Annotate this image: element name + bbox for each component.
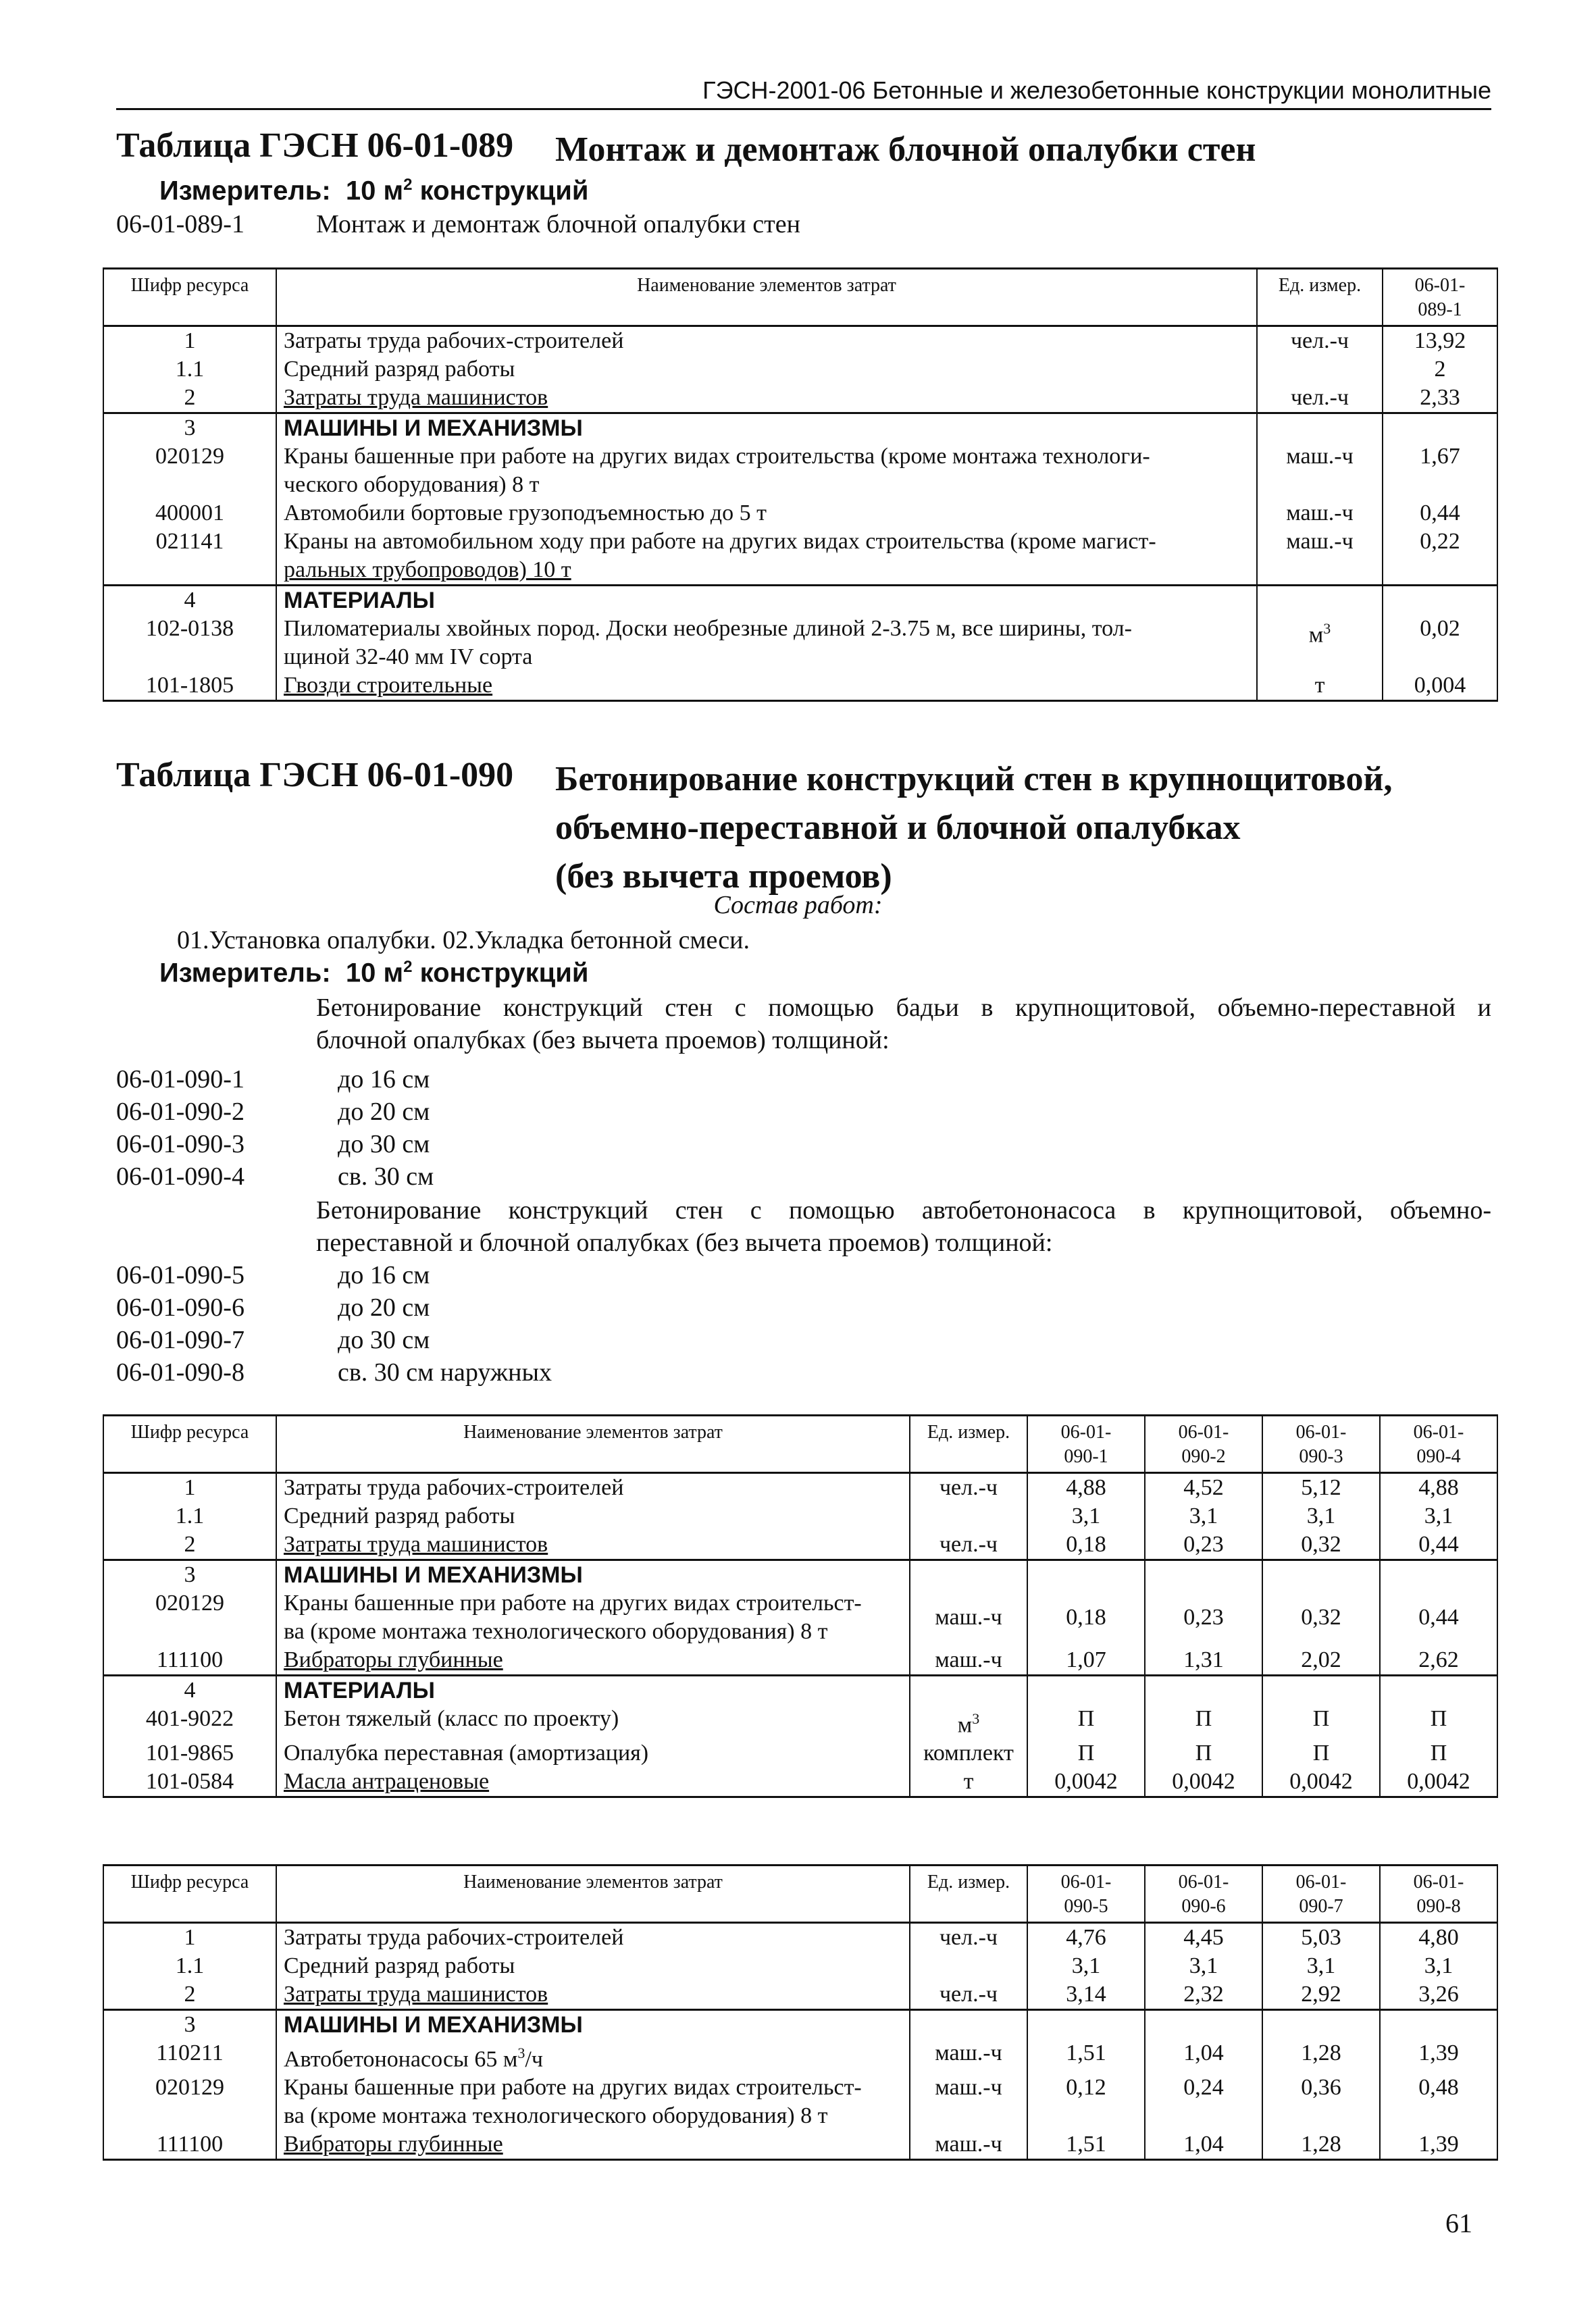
cell-value: 0,36 — [1262, 2074, 1380, 2130]
cell-unit: чел.-ч — [910, 1473, 1027, 1503]
table-row — [103, 1589, 1497, 1646]
norm-code-desc: до 20 см — [338, 1293, 430, 1322]
cell-value: 1,04 — [1145, 2039, 1262, 2074]
table-089-title: Монтаж и демонтаж блочной опалубки стен — [555, 130, 1256, 169]
cell-name — [276, 615, 1257, 671]
table-row — [103, 384, 1497, 413]
header-unit: Ед. измер. — [910, 1416, 1027, 1473]
cell-name — [276, 2039, 910, 2074]
intro2-line1: Бетонирование конструкций стен с помощью автобетононасоса в крупнощитовой, объемно- — [316, 1196, 1491, 1225]
cell-value — [1027, 1560, 1145, 1590]
table-row — [103, 442, 1497, 499]
table-row — [103, 528, 1497, 586]
cell-value: 3,14 — [1027, 1980, 1145, 2010]
cell-unit: чел.-ч — [1257, 326, 1383, 356]
cell-value: 1,28 — [1262, 2039, 1380, 2074]
table-090-number: Таблица ГЭСН 06-01-090 — [116, 756, 514, 794]
cell-value: 4,88 — [1380, 1473, 1497, 1503]
cell-unit: маш.-ч — [1257, 442, 1383, 499]
cell-name: Масла антраценовые — [276, 1768, 910, 1797]
norm-code: 06-01-090-1 — [116, 1065, 244, 1094]
norm-code-desc: св. 30 см наружных — [338, 1358, 552, 1387]
cell-value: 0,32 — [1262, 1531, 1380, 1560]
header-col-b: 090-2 — [1181, 1446, 1226, 1467]
table-row — [103, 2039, 1497, 2074]
cell-code: 021141 — [103, 528, 276, 586]
unit-text: м — [957, 1712, 973, 1738]
section-title: МАТЕРИАЛЫ — [276, 1676, 910, 1705]
cell-value: 0,44 — [1380, 1531, 1497, 1560]
cell-code: 1.1 — [103, 1502, 276, 1531]
header-col-b: 090-8 — [1416, 1896, 1461, 1917]
section-row — [103, 2010, 1497, 2040]
cell-value: П — [1262, 1705, 1380, 1739]
header-code: Шифр ресурса — [103, 269, 276, 326]
header-col-b: 090-4 — [1416, 1446, 1461, 1467]
cell-code: 2 — [103, 384, 276, 413]
cell-value: 2,62 — [1380, 1646, 1497, 1676]
cell-name-line2: ва (кроме монтажа технологического оборудования) 8 т — [284, 1619, 828, 1644]
meter-unit: конструкций — [419, 958, 589, 988]
cell-value — [1262, 2010, 1380, 2040]
cell-unit: маш.-ч — [1257, 499, 1383, 528]
cell-value: 2 — [1383, 355, 1497, 384]
table-089-heading — [116, 126, 1433, 174]
cell-name: Средний разряд работы — [276, 1952, 910, 1980]
section-row — [103, 1676, 1497, 1705]
header-col-b: 090-5 — [1064, 1896, 1108, 1917]
cell-code: 101-1805 — [103, 671, 276, 701]
cell-value — [1145, 1676, 1262, 1705]
cell-value: 0,0042 — [1380, 1768, 1497, 1797]
section-title: МАШИНЫ И МЕХАНИЗМЫ — [276, 1560, 910, 1590]
cell-unit: комплект — [910, 1739, 1027, 1768]
cell-unit: маш.-ч — [1257, 528, 1383, 586]
cell-value: 0,0042 — [1145, 1768, 1262, 1797]
cell-code: 3 — [103, 2010, 276, 2040]
header-col-a: 06-01- — [1295, 1422, 1347, 1443]
cell-name-sup: 3 — [517, 2045, 525, 2061]
norm-code-desc: до 16 см — [338, 1065, 430, 1094]
meter-unit: конструкций — [419, 176, 589, 206]
norm-code-desc: до 30 см — [338, 1130, 430, 1158]
header-col6 — [1145, 1866, 1262, 1923]
cell-code: 2 — [103, 1980, 276, 2010]
norm-code-desc: до 20 см — [338, 1098, 430, 1126]
cell-value: 1,31 — [1145, 1646, 1262, 1676]
cell-value — [1380, 1676, 1497, 1705]
cell-value: П — [1145, 1705, 1262, 1739]
header-unit: Ед. измер. — [1257, 269, 1383, 326]
running-head: ГЭСН-2001-06 Бетонные и железобетонные конструкции монолитные — [116, 73, 1491, 110]
cell-value: 0,44 — [1380, 1589, 1497, 1646]
table-row — [103, 671, 1497, 701]
cell-value: 0,18 — [1027, 1589, 1145, 1646]
intro1-line2: блочной опалубках (без вычета проемов) толщиной: — [316, 1026, 890, 1054]
cell-code: 020129 — [103, 2074, 276, 2130]
cell-value: 2,92 — [1262, 1980, 1380, 2010]
cell-value: П — [1380, 1705, 1497, 1739]
cell-unit — [1257, 355, 1383, 384]
unit-text: м — [1308, 622, 1324, 648]
cell-code: 4 — [103, 1676, 276, 1705]
table-row — [103, 1502, 1497, 1531]
section-row — [103, 586, 1497, 615]
cell-code: 020129 — [103, 1589, 276, 1646]
table-row — [103, 1980, 1497, 2010]
table-header-row — [103, 269, 1497, 326]
cell-code: 3 — [103, 413, 276, 443]
cell-unit — [1257, 586, 1383, 615]
header-col3 — [1262, 1416, 1380, 1473]
table-header-row — [103, 1866, 1497, 1923]
norm-code: 06-01-090-4 — [116, 1162, 244, 1191]
cell-code: 4 — [103, 586, 276, 615]
cell-unit — [1257, 615, 1383, 671]
table-090-meter — [159, 958, 588, 988]
cell-unit — [910, 2010, 1027, 2040]
cell-unit: чел.-ч — [910, 1980, 1027, 2010]
cell-value: 1,39 — [1380, 2130, 1497, 2160]
header-col2 — [1145, 1416, 1262, 1473]
cell-value: П — [1027, 1705, 1145, 1739]
cell-value — [1027, 2010, 1145, 2040]
cell-value: 0,23 — [1145, 1589, 1262, 1646]
table-row — [103, 1768, 1497, 1797]
cell-value: 0,23 — [1145, 1531, 1262, 1560]
cell-value: 1,51 — [1027, 2039, 1145, 2074]
cell-value: 2,02 — [1262, 1646, 1380, 1676]
cell-value: 4,52 — [1145, 1473, 1262, 1503]
title-line3: (без вычета проемов) — [555, 857, 892, 896]
header-col-b: 090-6 — [1181, 1896, 1226, 1917]
cell-value — [1383, 413, 1497, 443]
header-name: Наименование элементов затрат — [276, 1866, 910, 1923]
norm-code: 06-01-090-8 — [116, 1358, 244, 1387]
cell-value — [1380, 1560, 1497, 1590]
header-col-a: 06-01- — [1178, 1422, 1229, 1443]
cell-value: П — [1380, 1739, 1497, 1768]
title-line1: Бетонирование конструкций стен в крупнощитовой, — [555, 760, 1393, 798]
cell-value: 0,48 — [1380, 2074, 1497, 2130]
cell-name: Вибраторы глубинные — [276, 2130, 910, 2160]
cell-value: 0,0042 — [1262, 1768, 1380, 1797]
header-code: Шифр ресурса — [103, 1416, 276, 1473]
header-col5 — [1027, 1866, 1145, 1923]
cell-value: 2,32 — [1145, 1980, 1262, 2010]
cell-value: 0,0042 — [1027, 1768, 1145, 1797]
header-col-b: 090-3 — [1299, 1446, 1343, 1467]
cell-code: 1 — [103, 326, 276, 356]
cell-value — [1145, 1560, 1262, 1590]
cell-value: 3,1 — [1380, 1952, 1497, 1980]
table-row — [103, 1705, 1497, 1739]
table-row — [103, 326, 1497, 356]
cell-name: Средний разряд работы — [276, 1502, 910, 1531]
cell-value: 1,04 — [1145, 2130, 1262, 2160]
table-header-row — [103, 1416, 1497, 1473]
cell-unit: чел.-ч — [910, 1923, 1027, 1953]
cell-unit: чел.-ч — [910, 1531, 1027, 1560]
cell-code: 1.1 — [103, 1952, 276, 1980]
cell-code: 1.1 — [103, 355, 276, 384]
cell-name-line2: щиной 32-40 мм IV сорта — [284, 644, 533, 669]
header-name: Наименование элементов затрат — [276, 269, 1257, 326]
header-col4 — [1380, 1416, 1497, 1473]
cell-code: 102-0138 — [103, 615, 276, 671]
norm-code-desc: до 16 см — [338, 1261, 430, 1289]
cell-name-line1: Пиломатериалы хвойных пород. Доски необрезные длиной 2-3.75 м, все ширины, тол- — [284, 616, 1132, 641]
cell-value: 3,1 — [1145, 1502, 1262, 1531]
header-col7 — [1262, 1866, 1380, 1923]
cell-name-suffix: /ч — [525, 2047, 543, 2072]
header-code: Шифр ресурса — [103, 1866, 276, 1923]
cell-unit — [910, 1676, 1027, 1705]
unit-sup: 3 — [972, 1710, 980, 1727]
table-row — [103, 1473, 1497, 1503]
cell-value — [1380, 2010, 1497, 2040]
cell-value: П — [1145, 1739, 1262, 1768]
cell-value: 0,22 — [1383, 528, 1497, 586]
cell-value: 0,44 — [1383, 499, 1497, 528]
cell-code: 110211 — [103, 2039, 276, 2074]
cell-unit: маш.-ч — [910, 2074, 1027, 2130]
norm-code: 06-01-090-7 — [116, 1326, 244, 1354]
cell-name — [276, 528, 1257, 586]
cell-name — [276, 1589, 910, 1646]
cell-unit: т — [1257, 671, 1383, 701]
table-090-part1 — [103, 1414, 1498, 1798]
table-row — [103, 2074, 1497, 2130]
cell-value: 3,1 — [1027, 1952, 1145, 1980]
cell-name-line2: ральных трубопроводов) 10 т — [284, 557, 571, 582]
cell-code: 020129 — [103, 442, 276, 499]
section-title: МАШИНЫ И МЕХАНИЗМЫ — [276, 2010, 910, 2040]
header-col-a: 06-01- — [1295, 1872, 1347, 1893]
cell-code: 400001 — [103, 499, 276, 528]
cell-value: 3,1 — [1145, 1952, 1262, 1980]
cell-value: 1,28 — [1262, 2130, 1380, 2160]
cell-code: 101-0584 — [103, 1768, 276, 1797]
cell-value — [1262, 1560, 1380, 1590]
cell-name: Затраты труда рабочих-строителей — [276, 326, 1257, 356]
cell-value: 3,1 — [1380, 1502, 1497, 1531]
table-090-heading — [116, 755, 1433, 901]
header-col1 — [1383, 269, 1497, 326]
cell-name: Автомобили бортовые грузоподъемностью до 5 т — [276, 499, 1257, 528]
cell-name: Затраты труда машинистов — [276, 1980, 910, 2010]
norm-code-desc: св. 30 см — [338, 1162, 434, 1191]
norm-code: 06-01-090-5 — [116, 1261, 244, 1289]
cell-code: 111100 — [103, 2130, 276, 2160]
cell-value: 0,18 — [1027, 1531, 1145, 1560]
cell-value: 3,1 — [1262, 1502, 1380, 1531]
table-089-number: Таблица ГЭСН 06-01-089 — [116, 126, 514, 165]
cell-name — [276, 442, 1257, 499]
cell-name-line1: Краны башенные при работе на других видах строительст- — [284, 2075, 862, 2101]
cell-value: 1,07 — [1027, 1646, 1145, 1676]
header-col-a: 06-01- — [1413, 1872, 1464, 1893]
cell-value: 3,26 — [1380, 1980, 1497, 2010]
cell-name: Опалубка переставная (амортизация) — [276, 1739, 910, 1768]
cell-unit — [1257, 413, 1383, 443]
header-col-a: 06-01- — [1060, 1422, 1112, 1443]
cell-unit — [910, 1952, 1027, 1980]
intro-paragraph-1 — [316, 992, 1491, 1056]
meter-sup: 2 — [403, 176, 413, 194]
cell-value: 0,24 — [1145, 2074, 1262, 2130]
table-row — [103, 1952, 1497, 1980]
cell-value: 5,03 — [1262, 1923, 1380, 1953]
meter-value: 10 м — [345, 958, 404, 988]
cell-value — [1027, 1676, 1145, 1705]
unit-sup: 3 — [1323, 620, 1331, 637]
header-col-a: 06-01- — [1060, 1872, 1112, 1893]
table-row — [103, 1739, 1497, 1768]
cell-code: 111100 — [103, 1646, 276, 1676]
intro-paragraph-2 — [316, 1194, 1491, 1259]
cell-unit — [910, 1705, 1027, 1739]
cell-name: Затраты труда рабочих-строителей — [276, 1473, 910, 1503]
table-row — [103, 499, 1497, 528]
cell-name-text: Автобетононасосы 65 м — [284, 2047, 518, 2072]
cell-value: 0,004 — [1383, 671, 1497, 701]
meter-label: Измеритель: — [159, 176, 331, 206]
cell-unit — [910, 1502, 1027, 1531]
cell-value: 4,45 — [1145, 1923, 1262, 1953]
cell-value: 1,51 — [1027, 2130, 1145, 2160]
section-title: МАШИНЫ И МЕХАНИЗМЫ — [276, 413, 1257, 443]
table-row — [103, 615, 1497, 671]
cell-value: 0,02 — [1383, 615, 1497, 671]
cell-name — [276, 2074, 910, 2130]
table-row — [103, 1646, 1497, 1676]
header-col-b: 090-7 — [1299, 1896, 1343, 1917]
cell-name: Гвозди строительные — [276, 671, 1257, 701]
meter-sup: 2 — [403, 958, 413, 976]
cell-name: Бетон тяжелый (класс по проекту) — [276, 1705, 910, 1739]
works-label: Состав работ: — [713, 891, 883, 919]
table-090-title — [555, 755, 1433, 901]
meter-value: 10 м — [345, 176, 404, 206]
norm-code: 06-01-090-6 — [116, 1293, 244, 1322]
norm-code: 06-01-090-3 — [116, 1130, 244, 1158]
norm-code: 06-01-089-1 — [116, 210, 244, 238]
works-list: 01.Установка опалубки. 02.Укладка бетонной смеси. — [177, 926, 750, 954]
cell-value: 4,88 — [1027, 1473, 1145, 1503]
cell-code: 101-9865 — [103, 1739, 276, 1768]
cell-value: 4,80 — [1380, 1923, 1497, 1953]
section-row — [103, 413, 1497, 443]
intro1-line1: Бетонирование конструкций стен с помощью бадьи в крупнощитовой, объемно-переставной и — [316, 994, 1491, 1022]
table-row — [103, 2130, 1497, 2160]
header-col8 — [1380, 1866, 1497, 1923]
cell-value: 5,12 — [1262, 1473, 1380, 1503]
intro2-line2: переставной и блочной опалубках (без вычета проемов) толщиной: — [316, 1229, 1053, 1257]
cell-value: 13,92 — [1383, 326, 1497, 356]
cell-code: 2 — [103, 1531, 276, 1560]
cell-value: П — [1027, 1739, 1145, 1768]
cell-code: 1 — [103, 1473, 276, 1503]
cell-unit: маш.-ч — [910, 1646, 1027, 1676]
cell-code: 3 — [103, 1560, 276, 1590]
cell-name-line1: Краны башенные при работе на других видах строительства (кроме монтажа технологи- — [284, 444, 1150, 469]
cell-unit: т — [910, 1768, 1027, 1797]
table-089 — [103, 267, 1498, 702]
cell-value: 3,1 — [1262, 1952, 1380, 1980]
cell-name-line1: Краны на автомобильном ходу при работе на других видах строительства (кроме магист- — [284, 529, 1156, 554]
cell-unit: маш.-ч — [910, 2039, 1027, 2074]
cell-unit: чел.-ч — [1257, 384, 1383, 413]
header-col-a: 06-01- — [1178, 1872, 1229, 1893]
cell-unit — [910, 1560, 1027, 1590]
cell-name: Затраты труда рабочих-строителей — [276, 1923, 910, 1953]
cell-value: 0,32 — [1262, 1589, 1380, 1646]
page-number: 61 — [1445, 2208, 1472, 2238]
table-089-meter — [159, 176, 588, 206]
header-col1-b: 089-1 — [1418, 299, 1462, 320]
cell-name: Затраты труда машинистов — [276, 384, 1257, 413]
cell-value: 3,1 — [1027, 1502, 1145, 1531]
cell-value: П — [1262, 1739, 1380, 1768]
cell-name-line1: Краны башенные при работе на других видах строительст- — [284, 1591, 862, 1616]
header-col-a: 06-01- — [1413, 1422, 1464, 1443]
cell-value — [1262, 1676, 1380, 1705]
cell-name-line2: ческого оборудования) 8 т — [284, 472, 540, 497]
cell-value: 0,12 — [1027, 2074, 1145, 2130]
cell-value: 1,67 — [1383, 442, 1497, 499]
table-row — [103, 1923, 1497, 1953]
section-title: МАТЕРИАЛЫ — [276, 586, 1257, 615]
cell-value: 2,33 — [1383, 384, 1497, 413]
cell-value — [1383, 586, 1497, 615]
section-row — [103, 1560, 1497, 1590]
meter-label: Измеритель: — [159, 958, 331, 988]
cell-value: 4,76 — [1027, 1923, 1145, 1953]
cell-value: 1,39 — [1380, 2039, 1497, 2074]
title-line2: объемно-переставной и блочной опалубках — [555, 808, 1241, 847]
header-col-b: 090-1 — [1064, 1446, 1108, 1467]
table-row — [103, 1531, 1497, 1560]
cell-value — [1145, 2010, 1262, 2040]
table-row — [103, 355, 1497, 384]
table-090-part2 — [103, 1864, 1498, 2161]
header-name: Наименование элементов затрат — [276, 1416, 910, 1473]
cell-code: 1 — [103, 1923, 276, 1953]
header-col1-a: 06-01- — [1414, 275, 1466, 296]
cell-name: Средний разряд работы — [276, 355, 1257, 384]
norm-code-desc: до 30 см — [338, 1326, 430, 1354]
cell-unit: маш.-ч — [910, 1589, 1027, 1646]
header-unit: Ед. измер. — [910, 1866, 1027, 1923]
cell-code: 401-9022 — [103, 1705, 276, 1739]
cell-name: Вибраторы глубинные — [276, 1646, 910, 1676]
norm-code: 06-01-090-2 — [116, 1098, 244, 1126]
cell-name-line2: ва (кроме монтажа технологического оборудования) 8 т — [284, 2103, 828, 2129]
cell-unit: маш.-ч — [910, 2130, 1027, 2160]
cell-name: Затраты труда машинистов — [276, 1531, 910, 1560]
norm-code-desc: Монтаж и демонтаж блочной опалубки стен — [316, 210, 800, 238]
header-col1 — [1027, 1416, 1145, 1473]
